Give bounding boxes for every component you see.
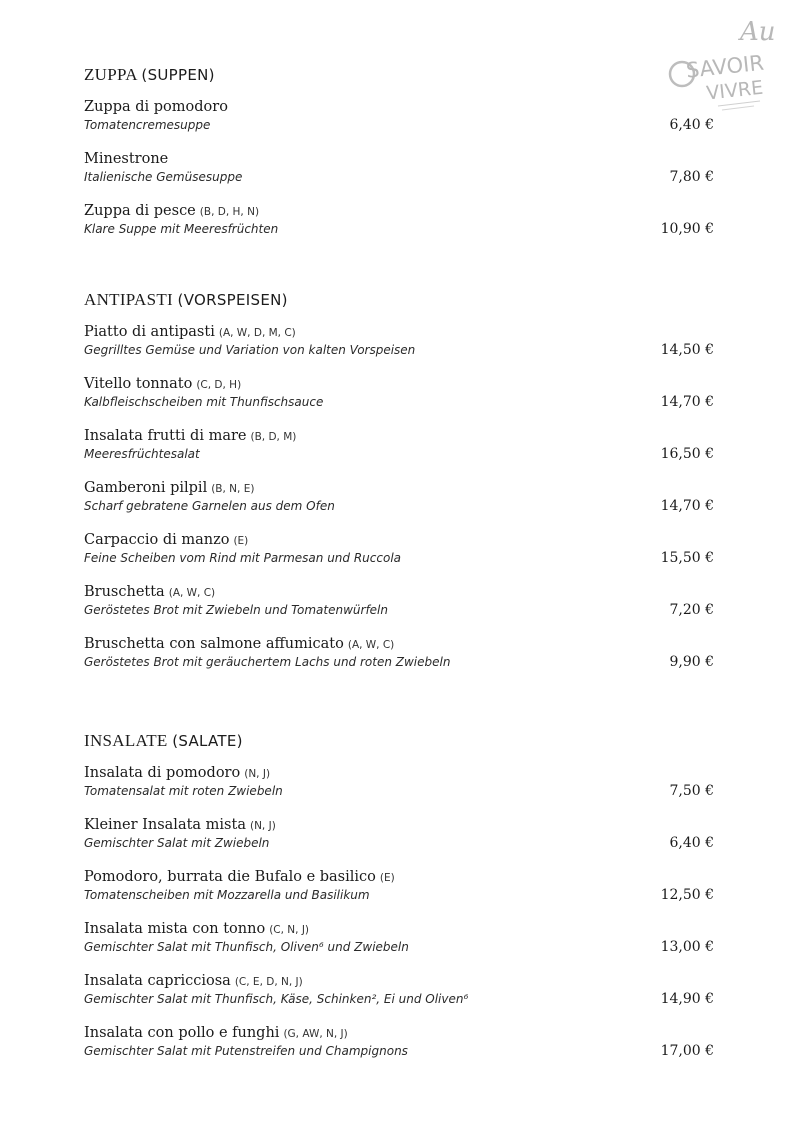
item-name: Insalata con pollo e funghi (84, 1025, 280, 1041)
menu-item (84, 866, 724, 904)
item-name: Insalata frutti di mare (84, 428, 247, 444)
logo-line3: VIVRE (705, 76, 765, 105)
item-description: Meeresfrüchtesalat (84, 447, 200, 461)
section-title (84, 730, 724, 752)
section-title-main: INSALATE (84, 731, 168, 750)
item-name: Bruschetta con salmone affumicato (84, 636, 344, 652)
section-title-sub: (SUPPEN) (141, 66, 215, 84)
menu-item (84, 970, 724, 1008)
item-price: 6,40 € (669, 117, 714, 133)
item-allergens: (A, W, C) (168, 587, 216, 599)
item-allergens: (B, D, M) (250, 431, 297, 443)
item-allergens: (N, J) (249, 820, 276, 832)
menu-item (84, 148, 724, 186)
item-allergens: (E) (233, 535, 249, 547)
item-allergens: (B, N, E) (211, 483, 255, 495)
item-name: Vitello tonnato (84, 376, 193, 392)
logo-line2: SAVOIR (684, 50, 765, 83)
item-description: Klare Suppe mit Meeresfrüchten (84, 222, 279, 236)
item-allergens: (C, E, D, N, J) (234, 976, 303, 988)
menu-item (84, 321, 724, 359)
item-description: Tomatencremesuppe (84, 118, 211, 132)
item-price: 15,50 € (660, 550, 714, 566)
item-description: Italienische Gemüsesuppe (84, 170, 243, 184)
item-allergens: (C, D, H) (196, 379, 242, 391)
menu-item (84, 1022, 724, 1060)
item-description: Scharf gebratene Garnelen aus dem Ofen (84, 499, 335, 513)
section-title-sub: (VORSPEISEN) (177, 291, 288, 309)
menu-item (84, 814, 724, 852)
item-price: 14,70 € (660, 498, 714, 514)
item-name: Zuppa di pesce (84, 203, 196, 219)
item-description: Gemischter Salat mit Zwiebeln (84, 836, 270, 850)
item-price: 14,70 € (660, 394, 714, 410)
item-price: 12,50 € (660, 887, 714, 903)
item-name: Insalata di pomodoro (84, 765, 241, 781)
item-price: 14,50 € (660, 342, 714, 358)
item-description: Gemischter Salat mit Thunfisch, Oliven⁶ und Zwiebeln (84, 940, 409, 954)
section-zuppa (84, 64, 724, 252)
item-name: Zuppa di pomodoro (84, 99, 228, 115)
item-price: 17,00 € (660, 1043, 714, 1059)
item-description: Tomatenscheiben mit Mozzarella und Basilikum (84, 888, 370, 902)
section-title-main: ZUPPA (84, 65, 137, 84)
item-description: Gegrilltes Gemüse und Variation von kalten Vorspeisen (84, 343, 416, 357)
item-name: Piatto di antipasti (84, 324, 215, 340)
item-allergens: (C, N, J) (269, 924, 310, 936)
item-name: Insalata mista con tonno (84, 921, 266, 937)
item-allergens: (A, W, C) (347, 639, 395, 651)
item-name: Minestrone (84, 151, 169, 167)
menu-item (84, 373, 724, 411)
item-price: 14,90 € (660, 991, 714, 1007)
item-allergens: (E) (379, 872, 395, 884)
item-name: Bruschetta (84, 584, 165, 600)
item-name: Insalata capricciosa (84, 973, 231, 989)
item-allergens: (B, D, H, N) (199, 206, 260, 218)
item-description: Gemischter Salat mit Thunfisch, Käse, Schinken², Ei und Oliven⁶ (84, 992, 469, 1006)
item-name: Gamberoni pilpil (84, 480, 208, 496)
menu-item (84, 762, 724, 800)
section-insalate (84, 730, 724, 1074)
item-price: 16,50 € (660, 446, 714, 462)
item-price: 7,20 € (669, 602, 714, 618)
item-price: 7,80 € (669, 169, 714, 185)
item-price: 9,90 € (669, 654, 714, 670)
item-allergens: (G, AW, N, J) (283, 1028, 348, 1040)
menu-item (84, 425, 724, 463)
item-price: 10,90 € (660, 221, 714, 237)
section-title-sub: (SALATE) (172, 732, 243, 750)
section-title (84, 64, 724, 86)
item-price: 13,00 € (660, 939, 714, 955)
item-description: Geröstetes Brot mit Zwiebeln und Tomatenwürfeln (84, 603, 388, 617)
item-name: Kleiner Insalata mista (84, 817, 246, 833)
menu-item (84, 918, 724, 956)
menu-item (84, 477, 724, 515)
item-description: Gemischter Salat mit Putenstreifen und Champignons (84, 1044, 408, 1058)
item-name: Pomodoro, burrata die Bufalo e basilico (84, 869, 376, 885)
item-allergens: (A, W, D, M, C) (218, 327, 296, 339)
item-name: Carpaccio di manzo (84, 532, 230, 548)
section-title (84, 289, 724, 311)
menu-item (84, 96, 724, 134)
item-description: Feine Scheiben vom Rind mit Parmesan und Ruccola (84, 551, 402, 565)
item-description: Geröstetes Brot mit geräuchertem Lachs und roten Zwiebeln (84, 655, 451, 669)
item-description: Kalbfleischscheiben mit Thunfischsauce (84, 395, 324, 409)
menu-item (84, 529, 724, 567)
item-price: 7,50 € (669, 783, 714, 799)
menu-item (84, 581, 724, 619)
menu-item (84, 200, 724, 238)
section-title-main: ANTIPASTI (84, 290, 173, 309)
logo-line1: Au (740, 17, 776, 47)
item-price: 6,40 € (669, 835, 714, 851)
item-description: Tomatensalat mit roten Zwiebeln (84, 784, 283, 798)
section-antipasti (84, 289, 724, 685)
menu-item (84, 633, 724, 671)
item-allergens: (N, J) (244, 768, 271, 780)
